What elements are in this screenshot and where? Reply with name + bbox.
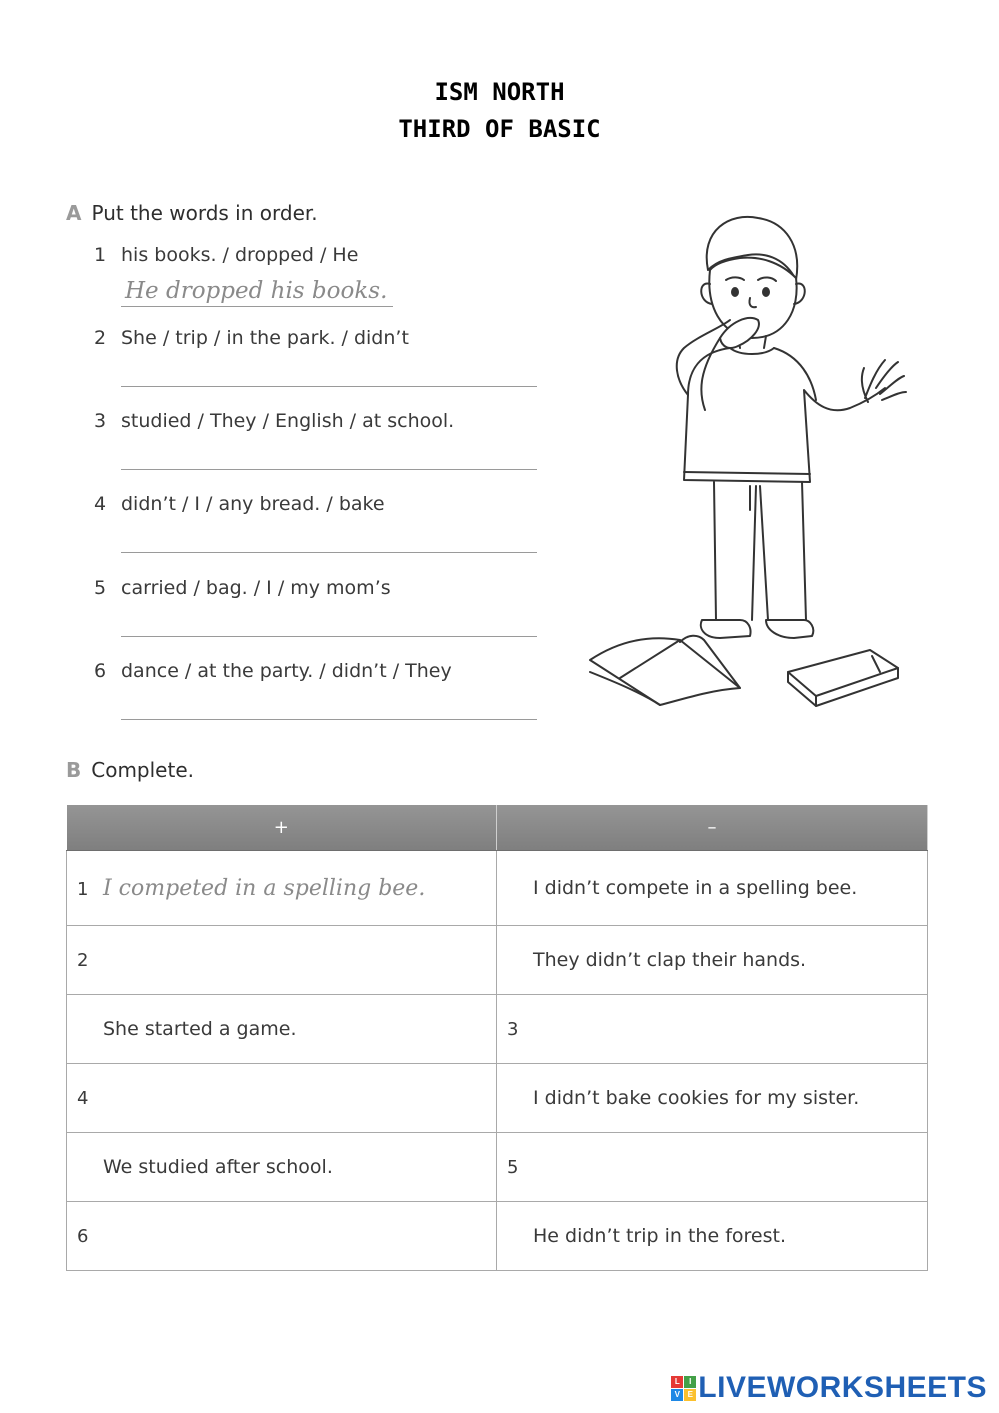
affirmative-cell	[67, 851, 497, 926]
question-5-prompt: carried / bag. / I / my mom’s	[121, 577, 391, 599]
question-4-answer-line[interactable]	[121, 552, 537, 553]
liveworksheets-logo[interactable]	[671, 1371, 987, 1405]
table-row	[67, 1133, 928, 1202]
row-number: 1	[77, 878, 89, 900]
logo-letter-e: E	[684, 1389, 696, 1401]
negative-cell	[497, 851, 928, 926]
section-a-instruction: Put the words in order.	[91, 201, 318, 225]
section-b-instruction: Complete.	[91, 758, 194, 782]
question-3-number: 3	[94, 410, 107, 432]
question-6-number: 6	[94, 660, 107, 682]
question-5-number: 5	[94, 577, 107, 599]
negative-sentence: They didn’t clap their hands.	[533, 949, 807, 971]
affirmative-cell	[67, 995, 497, 1064]
table-row	[67, 1202, 928, 1271]
affirmative-answer-cell[interactable]	[67, 1202, 497, 1271]
row-number: 5	[507, 1157, 519, 1178]
boy-with-dropped-books-illustration	[580, 210, 910, 720]
question-6-prompt: dance / at the party. / didn’t / They	[121, 660, 452, 682]
affirmative-answer-cell[interactable]	[67, 1064, 497, 1133]
negative-cell	[497, 926, 928, 995]
negative-answer-cell[interactable]	[497, 995, 928, 1064]
question-1-number: 1	[94, 244, 107, 266]
table-row	[67, 995, 928, 1064]
logo-mark-icon	[671, 1376, 696, 1401]
affirmative-column-header: +	[67, 805, 497, 851]
affirmative-answer-cell[interactable]	[67, 926, 497, 995]
table-row	[67, 926, 928, 995]
question-4-number: 4	[94, 493, 107, 515]
question-6-answer-line[interactable]	[121, 719, 537, 720]
logo-letter-i: I	[684, 1376, 696, 1388]
affirmative-sentence: We studied after school.	[103, 1156, 333, 1178]
negative-answer-cell[interactable]	[497, 1133, 928, 1202]
section-b-letter: B	[66, 758, 82, 782]
question-2-answer-line[interactable]	[121, 386, 537, 387]
question-2-prompt: She / trip / in the park. / didn’t	[121, 327, 409, 349]
section-a-title	[66, 201, 318, 225]
question-2-number: 2	[94, 327, 107, 349]
question-4-prompt: didn’t / I / any bread. / bake	[121, 493, 385, 515]
table-header-row	[67, 805, 928, 851]
row-number: 4	[77, 1088, 89, 1109]
affirmative-cell	[67, 1133, 497, 1202]
complete-table	[66, 805, 928, 1271]
question-3-answer-line[interactable]	[121, 469, 537, 470]
question-1-example-answer: He dropped his books.	[121, 276, 393, 307]
school-name: ISM NORTH	[434, 78, 565, 106]
affirmative-sentence: She started a game.	[103, 1018, 297, 1040]
logo-letter-v: V	[671, 1389, 683, 1401]
section-b-title	[66, 758, 194, 782]
example-affirmative-sentence: I competed in a spelling bee.	[103, 875, 426, 901]
negative-cell	[497, 1064, 928, 1133]
row-number: 2	[77, 950, 89, 971]
worksheet-header	[0, 74, 999, 148]
brand-name: LIVEWORKSHEETS	[698, 1371, 987, 1404]
table-row	[67, 851, 928, 926]
negative-sentence: He didn’t trip in the forest.	[533, 1225, 786, 1247]
section-a-letter: A	[66, 201, 82, 225]
negative-sentence: I didn’t compete in a spelling bee.	[533, 877, 858, 899]
negative-sentence: I didn’t bake cookies for my sister.	[533, 1087, 860, 1109]
logo-letter-l: L	[671, 1376, 683, 1388]
row-number: 3	[507, 1019, 519, 1040]
question-1-prompt: his books. / dropped / He	[121, 244, 359, 266]
row-number: 6	[77, 1226, 89, 1247]
negative-cell	[497, 1202, 928, 1271]
table-row	[67, 1064, 928, 1133]
grade-level: THIRD OF BASIC	[398, 115, 601, 143]
negative-column-header: –	[497, 805, 928, 851]
question-3-prompt: studied / They / English / at school.	[121, 410, 455, 432]
question-5-answer-line[interactable]	[121, 636, 537, 637]
